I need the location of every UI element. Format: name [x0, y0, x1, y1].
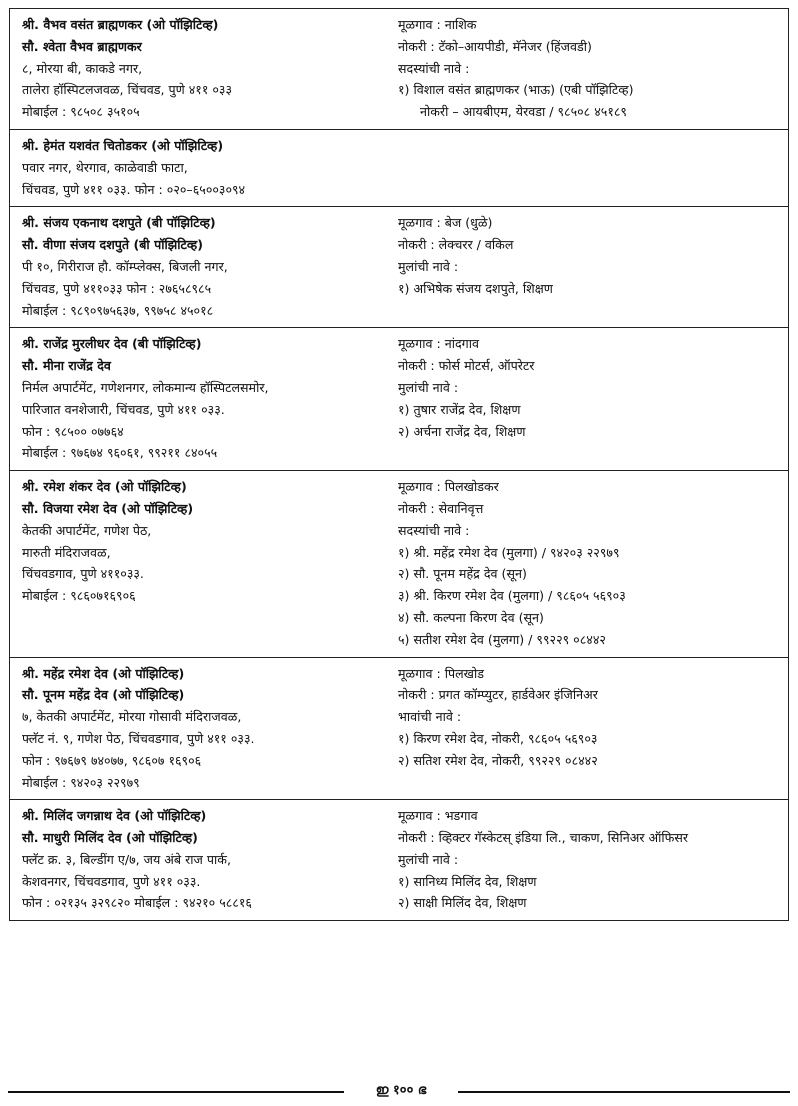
spouse-name: सौ. मीना राजेंद्र देव	[22, 358, 111, 374]
address-phone-line: चिंचवड, पुणे ४११०३३ फोन : २७६५८९८५	[22, 280, 212, 296]
member-entry	[9, 800, 789, 921]
address-line: चिंचवडगाव, पुणे ४११०३३.	[22, 566, 144, 582]
member-entry	[9, 328, 789, 471]
member-name: श्री. राजेंद्र मुरलीधर देव (बी पॉझिटिव्ह)	[22, 336, 202, 352]
ornament-left-icon: ഇ	[375, 1083, 394, 1098]
member-item: २) सौ. पूनम महेंद्र देव (सून)	[398, 566, 527, 582]
details-column	[396, 800, 788, 920]
details-column	[396, 328, 788, 470]
page-number: १००	[393, 1083, 414, 1098]
native-place: मूळगाव : नाशिक	[398, 17, 477, 32]
ornament-right-icon: ഭ	[413, 1083, 427, 1098]
member-item: ४) सौ. कल्पना किरण देव (सून)	[398, 609, 544, 625]
member-name: श्री. वैभव वसंत ब्राह्मणकर (ओ पॉझिटिव्ह)	[22, 17, 219, 32]
spouse-name: सौ. वीणा संजय दशपुते (बी पॉझिटिव्ह)	[22, 237, 203, 253]
details-column	[396, 658, 788, 800]
address-line: ८, मोरया बी, काकडे नगर,	[22, 60, 143, 76]
native-place: मूळगाव : बेज (धुळे)	[398, 215, 493, 231]
spouse-name: सौ. पूनम महेंद्र देव (ओ पॉझिटिव्ह)	[22, 687, 185, 703]
children-heading: मुलांची नावे :	[398, 379, 459, 395]
address-line: मारुती मंदिराजवळ,	[22, 544, 111, 560]
member-entry	[9, 8, 789, 130]
member-entry	[9, 207, 789, 328]
brothers-heading: भावांची नावे :	[398, 709, 462, 725]
address-line: केतकी अपार्टमेंट, गणेश पेठ,	[22, 522, 152, 538]
footer-rule-right	[458, 1091, 790, 1093]
contact-column	[10, 9, 396, 129]
phone-line: फोन : ९७६७९ ७४०७७, ९८६०७ १६९०६	[22, 752, 202, 768]
native-place: मूळगाव : पिलखोडकर	[398, 479, 499, 495]
occupation: नोकरी : सेवानिवृत्त	[398, 500, 484, 516]
page-number-ornament	[344, 1082, 458, 1100]
details-column	[396, 471, 788, 656]
spouse-name: सौ. विजया रमेश देव (ओ पॉझिटिव्ह)	[22, 500, 194, 516]
phone-line: फोन : ९८५०० ०७७६४	[22, 423, 124, 439]
contact-column	[10, 658, 396, 800]
member-name: श्री. रमेश शंकर देव (ओ पॉझिटिव्ह)	[22, 479, 187, 495]
member-item: १) विशाल वसंत ब्राह्मणकर (भाऊ) (एबी पॉझिटिव्ह)	[398, 82, 634, 98]
spouse-name: सौ. माधुरी मिलिंद देव (ओ पॉझिटिव्ह)	[22, 830, 198, 846]
spouse-name: सौ. श्वेता वैभव ब्राह्मणकर	[22, 38, 142, 54]
address-line: फ्लॅट नं. ९, गणेश पेठ, चिंचवडगाव, पुणे ४११ ०३३.	[22, 730, 255, 746]
member-item: १) तुषार राजेंद्र देव, शिक्षण	[398, 401, 521, 417]
member-entry	[9, 658, 789, 801]
members-heading: सदस्यांची नावे :	[398, 522, 470, 538]
occupation: नोकरी : व्हिक्टर गॅस्केटस् इंडिया लि., चाकण, सिनिअर ऑफिसर	[398, 830, 688, 846]
children-heading: मुलांची नावे :	[398, 258, 459, 274]
address-line: फ्लॅट क्र. ३, बिल्डींग ए/७, जय अंबे राज पार्क,	[22, 851, 231, 867]
member-entry	[9, 130, 789, 207]
details-column	[396, 207, 788, 327]
member-item: २) साक्षी मिलिंद देव, शिक्षण	[398, 895, 527, 911]
member-item: ५) सतीश रमेश देव (मुलगा) / ९९२२९ ०८४४२	[398, 631, 606, 647]
address-line: तालेरा हॉस्पिटलजवळ, चिंचवड, पुणे ४११ ०३३	[22, 82, 233, 98]
member-item-detail: नोकरी – आयबीएम, येरवडा / ९८५०८ ४५१८९	[420, 104, 627, 120]
member-item: १) अभिषेक संजय दशपुते, शिक्षण	[398, 280, 553, 296]
occupation: नोकरी : लेक्चरर / वकिल	[398, 237, 514, 253]
member-name: श्री. महेंद्र रमेश देव (ओ पॉझिटिव्ह)	[22, 665, 185, 681]
mobile-line: मोबाईल : ९४२०३ २२९७९	[22, 774, 140, 790]
member-name: श्री. संजय एकनाथ दशपुते (बी पॉझिटिव्ह)	[22, 215, 216, 231]
footer-rule-left	[8, 1091, 344, 1093]
members-heading: सदस्यांची नावे :	[398, 60, 470, 76]
native-place: मूळगाव : भडगाव	[398, 808, 478, 824]
member-item: १) सानिध्य मिलिंद देव, शिक्षण	[398, 873, 537, 889]
occupation: नोकरी : फोर्स मोटर्स, ऑपरेटर	[398, 358, 535, 374]
member-item: २) सतिश रमेश देव, नोकरी, ९९२२९ ०८४४२	[398, 752, 598, 768]
phone-mobile-line: फोन : ०२१३५ ३२९८२० मोबाईल : ९४२१० ५८८१६	[22, 895, 252, 911]
details-column	[396, 130, 788, 206]
member-item: १) श्री. महेंद्र रमेश देव (मुलगा) / ९४२०३ २२९७९	[398, 544, 620, 560]
address-line: ७, केतकी अपार्टमेंट, मोरया गोसावी मंदिराजवळ,	[22, 709, 242, 725]
member-directory	[9, 8, 789, 921]
page-footer	[8, 1084, 790, 1100]
address-phone-line: चिंचवड, पुणे ४११ ०३३. फोन : ०२०–६५००३०९४	[22, 181, 246, 197]
contact-column	[10, 207, 396, 327]
member-item: २) अर्चना राजेंद्र देव, शिक्षण	[398, 423, 526, 439]
address-line: केशवनगर, चिंचवडगाव, पुणे ४११ ०३३.	[22, 873, 201, 889]
details-column	[396, 9, 788, 129]
address-line: पारिजात वनशेजारी, चिंचवड, पुणे ४११ ०३३.	[22, 401, 225, 417]
member-item: १) किरण रमेश देव, नोकरी, ९८६०५ ५६९०३	[398, 730, 598, 746]
native-place: मूळगाव : नांदगाव	[398, 336, 479, 352]
mobile-line: मोबाईल : ९८६०७१६९०६	[22, 588, 136, 604]
contact-column	[10, 471, 396, 656]
occupation: नोकरी : टॅको–आयपीडी, मॅनेजर (हिंजवडी)	[398, 38, 592, 54]
address-line: पवार नगर, थेरगाव, काळेवाडी फाटा,	[22, 159, 188, 175]
occupation: नोकरी : प्रगत कॉम्प्युटर, हार्डवेअर इंजिनिअर	[398, 687, 598, 703]
mobile-line: मोबाईल : ९८५०८ ३५१०५	[22, 104, 140, 120]
native-place: मूळगाव : पिलखोड	[398, 665, 484, 681]
address-line: पी १०, गिरीराज हौ. कॉम्प्लेक्स, बिजली नगर,	[22, 258, 228, 274]
member-name: श्री. मिलिंद जगन्नाथ देव (ओ पॉझिटिव्ह)	[22, 808, 207, 824]
mobile-line: मोबाईल : ९७६७४ ९६०६१, ९९२११ ८४०५५	[22, 445, 218, 461]
mobile-line: मोबाईल : ९८९०९७५६३७, ९९७५८ ४५०१८	[22, 302, 214, 318]
children-heading: मुलांची नावे :	[398, 851, 459, 867]
contact-column	[10, 800, 396, 920]
contact-column	[10, 130, 396, 206]
member-entry	[9, 471, 789, 657]
address-line: निर्मल अपार्टमेंट, गणेशनगर, लोकमान्य हॉस्पिटलसमोर,	[22, 379, 269, 395]
member-item: ३) श्री. किरण रमेश देव (मुलगा) / ९८६०५ ५६९०३	[398, 588, 626, 604]
member-name: श्री. हेमंत यशवंत चितोडकर (ओ पॉझिटिव्ह)	[22, 137, 224, 153]
contact-column	[10, 328, 396, 470]
